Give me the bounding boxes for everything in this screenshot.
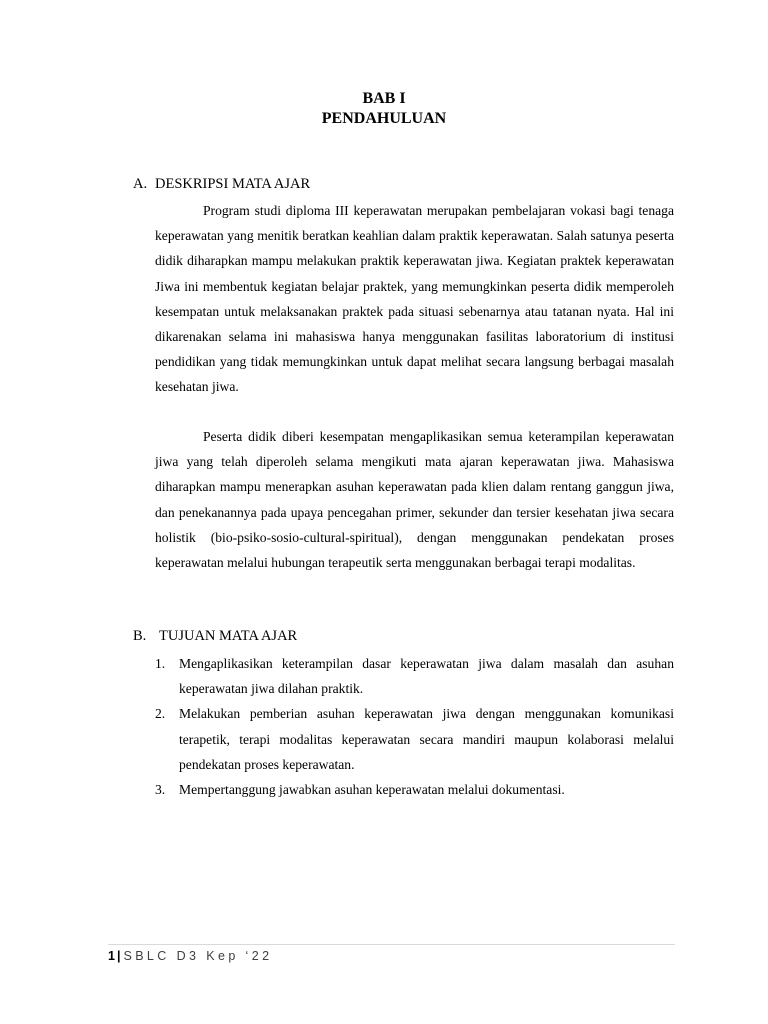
list-marker: 2. — [155, 706, 166, 722]
section-a-paragraph-1 — [155, 198, 674, 400]
paragraph-text: Peserta didik diberi kesempatan mengaplikasikan semua keterampilan keperawatan jiwa yang telah diperoleh selama mengikuti mata ajaran keperawatan jiwa. Mahasiswa diharapkan mampu menerapkan asuhan keperawatan pada klien dalam rentang ganggun jiwa, dan penekanannya pada upaya pencegahan primer, sekunder dan tersier kesehatan jiwa secara holistik (bio-psiko-sosio-cultural-spiritual), dengan menggunakan pendekatan proses keperawatan melalui hubungan terapeutik serta menggunakan berbagai terapi modalitas. — [155, 429, 674, 571]
footer-separator: | — [116, 949, 121, 963]
section-a-heading — [133, 174, 310, 194]
list-item — [155, 651, 674, 701]
page-footer — [108, 947, 272, 965]
section-b-title: TUJUAN MATA AJAR — [159, 628, 298, 644]
list-marker: 1. — [155, 656, 166, 671]
chapter-number: BAB I — [362, 90, 406, 107]
section-a-title: DESKRIPSI MATA AJAR — [155, 176, 311, 192]
section-a-paragraph-2 — [155, 424, 674, 575]
section-b-letter: B. — [133, 628, 147, 644]
list-item-text: Mengaplikasikan keterampilan dasar keperawatan jiwa dalam masalah dan asuhan keperawatan jiwa dilahan praktik. — [179, 656, 674, 697]
footer-page-number: 1 — [108, 949, 115, 963]
objectives-list — [155, 651, 674, 802]
section-b-heading — [133, 626, 297, 646]
list-item-text: Melakukan pemberian asuhan keperawatan jiwa dengan menggunakan komunikasi terapetik, terapi modalitas keperawatan secara mandiri maupun kolaborasi melalui pendekatan proses keperawatan. — [179, 706, 674, 772]
list-item — [155, 777, 674, 802]
paragraph-text: Program studi diploma III keperawatan merupakan pembelajaran vokasi bagi tenaga keperawatan yang menitik beratkan keahlian dalam praktik keperawatan. Salah satunya peserta didik diharapkan mampu melakukan praktik keperawatan jiwa. Kegiatan praktek keperawatan Jiwa ini membentuk kegiatan belajar praktek, yang memungkinkan peserta didik memperoleh kesempatan untuk melaksanakan praktek pada situasi sebenarnya atau tatanan nyata. Hal ini dikarenakan selama ini mahasiswa hanya menggunakan fasilitas laboratorium di institusi pendidikan yang tidak memungkinkan untuk dapat melihat secara langsung berbagai masalah kesehatan jiwa. — [155, 203, 674, 395]
chapter-title: PENDAHULUAN — [321, 110, 447, 127]
list-item — [155, 701, 674, 777]
section-a-letter: A. — [133, 176, 148, 192]
list-item-text: Mempertanggung jawabkan asuhan keperawatan melalui dokumentasi. — [179, 782, 565, 798]
list-marker: 3. — [155, 782, 166, 798]
footer-divider — [108, 944, 675, 945]
footer-text: SBLC D3 Kep ‘22 — [123, 949, 273, 963]
